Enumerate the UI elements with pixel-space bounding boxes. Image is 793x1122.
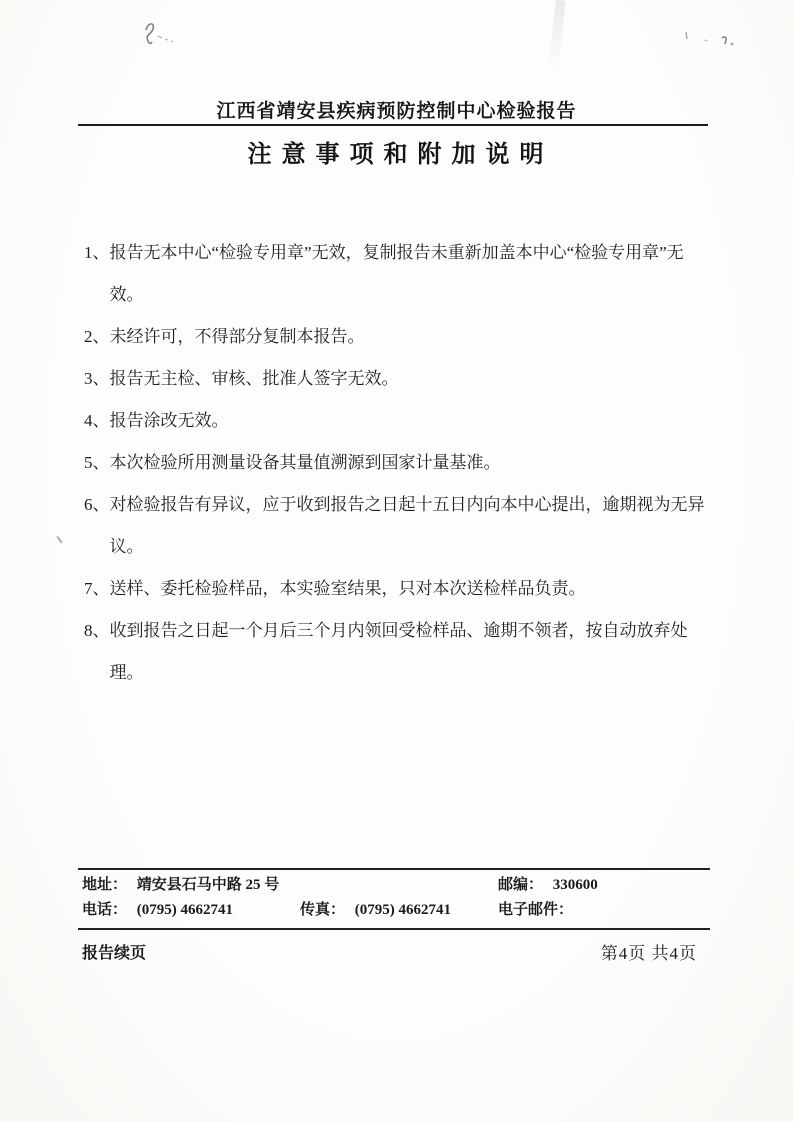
note-text: 送样、委托检验样品，本实验室结果，只对本次送检样品负责。 [109,579,586,598]
scan-artifact-squiggle [138,20,184,52]
contact-block [78,868,710,930]
postcode-field [498,873,598,898]
page-number: 第4页 共4页 [600,944,697,963]
note-item-5 [84,442,708,484]
address-field [82,873,279,898]
note-number: 7、 [84,579,110,598]
note-item-6 [84,484,708,568]
note-number: 3、 [84,369,110,388]
note-item-2 [84,316,708,358]
header-rule [78,124,708,126]
continuation-note: 报告续页 [82,945,147,962]
note-text: 本次检验所用测量设备其量值溯源到国家计量基准。 [109,453,501,472]
note-number: 4、 [84,411,110,430]
scan-artifact-marks-top-right [682,28,742,50]
email-label: 电子邮件： [498,902,574,918]
note-item-3 [84,358,708,400]
note-item-1 [84,232,708,316]
note-number: 6、 [84,495,110,514]
address-value: 靖安县石马中路 25 号 [136,877,280,893]
fax-label: 传真： [300,902,346,918]
phone-value: (0795) 4662741 [136,902,234,918]
note-item-8 [84,610,708,694]
scan-artifact-streak [548,0,565,70]
note-item-7 [84,568,708,610]
email-field [498,898,579,923]
note-number: 5、 [84,453,110,472]
notes-list [84,232,708,694]
note-text: 对检验报告有异议，应于收到报告之日起十五日内向本中心提出，逾期视为无异议。 [109,495,705,556]
note-text: 报告无本中心“检验专用章”无效，复制报告未重新加盖本中心“检验专用章”无效。 [109,243,684,304]
phone-field [82,898,233,923]
contact-row-2 [78,898,710,923]
note-item-4 [84,400,708,442]
fax-field [300,898,451,923]
postcode-value: 330600 [552,877,598,893]
note-text: 收到报告之日起一个月后三个月内领回受检样品、逾期不领者，按自动放弃处理。 [109,621,688,682]
address-label: 地址： [82,877,128,893]
scan-artifact-tick [56,532,67,543]
postcode-label: 邮编： [498,877,544,893]
contact-row-1 [78,873,710,898]
note-text: 报告无主检、审核、批准人签字无效。 [109,369,399,388]
phone-label: 电话： [82,902,128,918]
report-title: 江西省靖安县疾病预防控制中心检验报告 [216,101,577,122]
note-number: 1、 [84,243,110,262]
fax-value: (0795) 4662741 [354,902,452,918]
note-number: 8、 [84,621,110,640]
section-title: 注 意 事 项 和 附 加 说 明 [247,142,546,168]
note-number: 2、 [84,327,110,346]
note-text: 报告涂改无效。 [109,411,229,430]
note-text: 未经许可，不得部分复制本报告。 [109,327,365,346]
